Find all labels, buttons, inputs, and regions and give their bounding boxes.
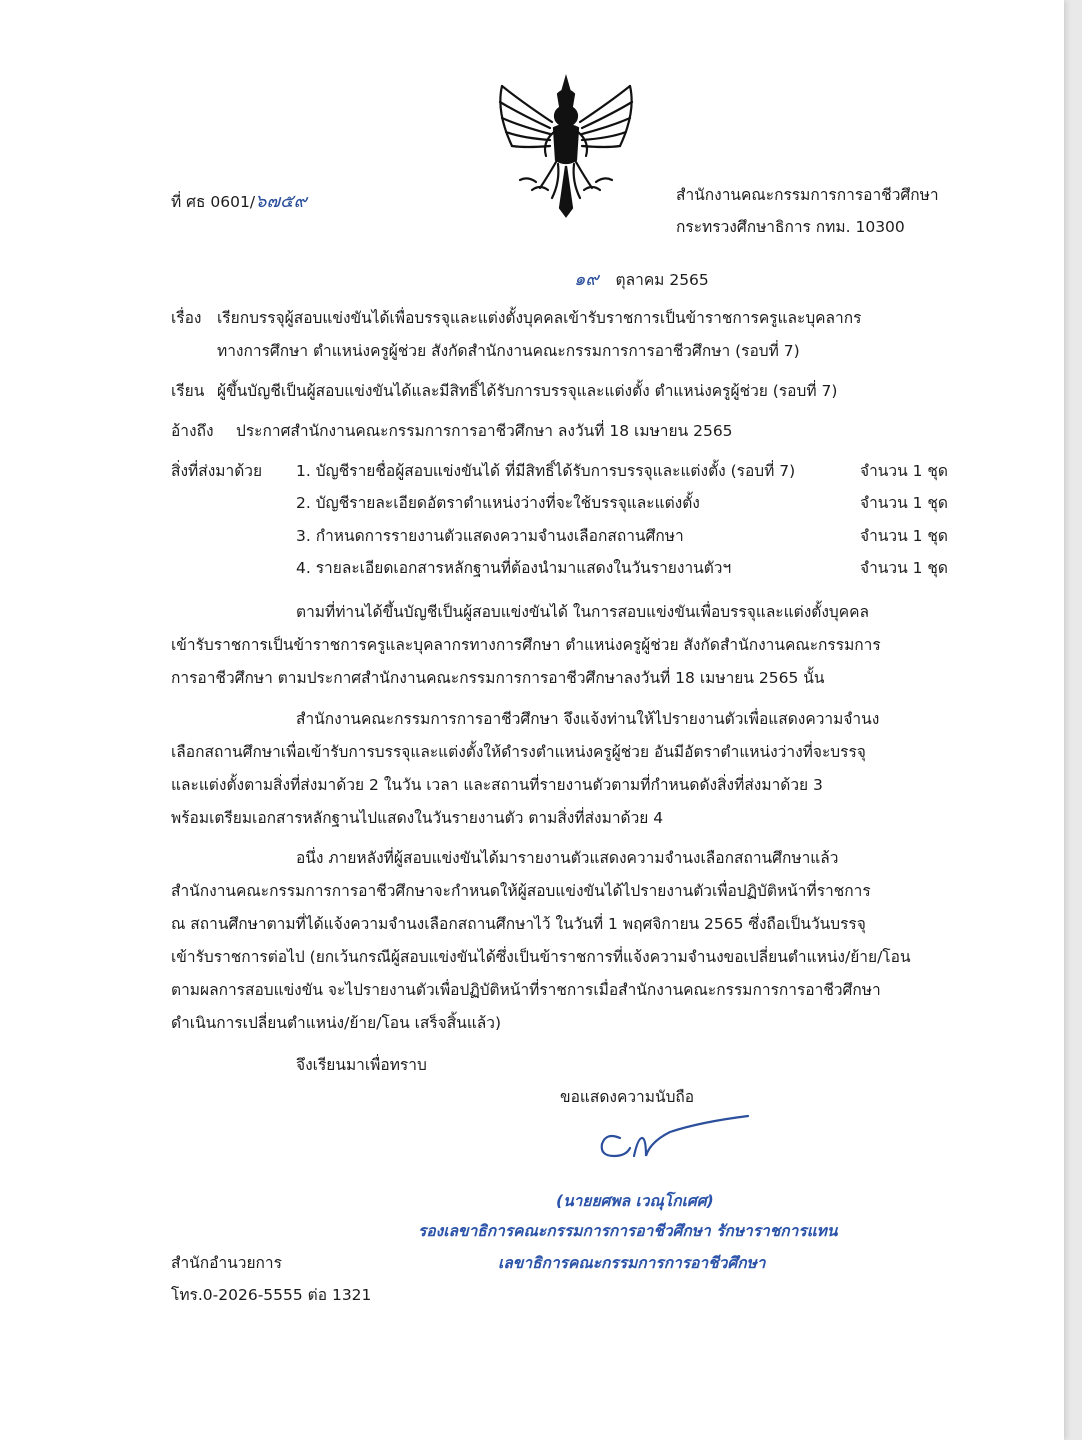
signer-name: (นายยศพล เวณุโกเศศ)	[556, 1192, 714, 1210]
para2-line-2: เลือกสถานศึกษาเพื่อเข้ารับการบรรจุและแต่งตั้งให้ดำรงตำแหน่งครูผู้ช่วย อันมีอัตราตำแหน่งว่างที่จะบรรจุ	[171, 743, 866, 761]
para1-line-3: การอาชีวศึกษา ตามประกาศสำนักงานคณะกรรมการการอาชีวศึกษาลงวันที่ 18 เมษายน 2565 นั้น	[171, 669, 825, 687]
signer-title-line-1: รองเลขาธิการคณะกรรมการการอาชีวศึกษา รักษาราชการแทน	[418, 1222, 838, 1240]
para3-line-5: ตามผลการสอบแข่งขัน จะไปรายงานตัวเพื่อปฏิบัติหน้าที่ราชการเมื่อสำนักงานคณะกรรมการการอาชีวศึกษา	[171, 981, 881, 999]
signer-title-line-2: เลขาธิการคณะกรรมการการอาชีวศึกษา	[498, 1254, 766, 1272]
reference-prefix: ที่ ศธ 0601/	[171, 193, 256, 211]
enclosure-item-4: 4. รายละเอียดเอกสารหลักฐานที่ต้องนำมาแสดงในวันรายงานตัวฯ	[296, 559, 732, 577]
office-line-2: กระทรวงศึกษาธิการ กทม. 10300	[676, 218, 905, 236]
signature-icon	[590, 1112, 760, 1168]
regards-text: ขอแสดงความนับถือ	[560, 1088, 695, 1106]
para3-line-3: ณ สถานศึกษาตามที่ได้แจ้งความจำนงเลือกสถานศึกษาไว้ ในวันที่ 1 พฤศจิกายน 2565 ซึ่งถือเป็นวันบรรจุ	[171, 915, 866, 933]
enclosure-qty-2: จำนวน 1 ชุด	[860, 494, 948, 512]
to-label: เรียน	[171, 382, 205, 400]
para2-line-1: สำนักงานคณะกรรมการการอาชีวศึกษา จึงแจ้งท่านให้ไปรายงานตัวเพื่อแสดงความจำนง	[296, 710, 880, 728]
date-month-year: ตุลาคม 2565	[615, 271, 709, 289]
para2-line-3: และแต่งตั้งตามสิ่งที่ส่งมาด้วย 2 ในวัน เวลา และสถานที่รายงานตัวตามที่กำหนดดังสิ่งที่ส่งมาด้วย 3	[171, 776, 823, 794]
enclosure-qty-1: จำนวน 1 ชุด	[860, 462, 948, 480]
enclosure-item-3: 3. กำหนดการรายงานตัวแสดงความจำนงเลือกสถานศึกษา	[296, 527, 684, 545]
enclosure-item-1: 1. บัญชีรายชื่อผู้สอบแข่งขันได้ ที่มีสิทธิ์ได้รับการบรรจุและแต่งตั้ง (รอบที่ 7)	[296, 462, 796, 480]
to-text: ผู้ขึ้นบัญชีเป็นผู้สอบแข่งขันได้และมีสิทธิ์ได้รับการบรรจุและแต่งตั้ง ตำแหน่งครูผู้ช่วย (รอบที่ 7)	[217, 382, 838, 400]
para2-line-4: พร้อมเตรียมเอกสารหลักฐานไปแสดงในวันรายงานตัว ตามสิ่งที่ส่งมาด้วย 4	[171, 809, 664, 827]
enclosure-qty-3: จำนวน 1 ชุด	[860, 527, 948, 545]
para1-line-2: เข้ารับราชการเป็นข้าราชการครูและบุคลากรทางการศึกษา ตำแหน่งครูผู้ช่วย สังกัดสำนักงานคณะกรรมการ	[171, 636, 881, 654]
footer-phone: โทร.0-2026-5555 ต่อ 1321	[171, 1286, 372, 1304]
para3-line-1: อนึ่ง ภายหลังที่ผู้สอบแข่งขันได้มารายงานตัวแสดงความจำนงเลือกสถานศึกษาแล้ว	[296, 849, 839, 867]
para3-line-4: เข้ารับราชการต่อไป (ยกเว้นกรณีผู้สอบแข่งขันได้ซึ่งเป็นข้าราชการที่แจ้งความจำนงขอเปลี่ยนตำแหน่ง/ย้าย/โอน	[171, 948, 911, 966]
subject-label: เรื่อง	[171, 309, 202, 327]
reference-label: อ้างถึง	[171, 422, 214, 440]
enclosures-label: สิ่งที่ส่งมาด้วย	[171, 462, 263, 480]
office-line-1: สำนักงานคณะกรรมการการอาชีวศึกษา	[676, 186, 939, 204]
subject-line-2: ทางการศึกษา ตำแหน่งครูผู้ช่วย สังกัดสำนักงานคณะกรรมการการอาชีวศึกษา (รอบที่ 7)	[217, 342, 800, 360]
reference-handwritten-number: ๖๗๕๙	[255, 191, 307, 212]
enclosure-qty-4: จำนวน 1 ชุด	[860, 559, 948, 577]
closing-text: จึงเรียนมาเพื่อทราบ	[296, 1056, 427, 1074]
date-day: ๑๙	[574, 269, 599, 290]
para3-line-6: ดำเนินการเปลี่ยนตำแหน่ง/ย้าย/โอน เสร็จสิ้นแล้ว)	[171, 1014, 502, 1032]
para3-line-2: สำนักงานคณะกรรมการการอาชีวศึกษาจะกำหนดให้ผู้สอบแข่งขันได้ไปรายงานตัวเพื่อปฏิบัติหน้าที่ราชการ	[171, 882, 871, 900]
reference-text: ประกาศสำนักงานคณะกรรมการการอาชีวศึกษา ลงวันที่ 18 เมษายน 2565	[236, 422, 733, 440]
letter-date	[574, 264, 709, 293]
subject-line-1: เรียกบรรจุผู้สอบแข่งขันได้เพื่อบรรจุและแต่งตั้งบุคคลเข้ารับราชการเป็นข้าราชการครูและบุคลากร	[217, 309, 862, 327]
footer-department: สำนักอำนวยการ	[171, 1254, 282, 1272]
garuda-emblem-icon	[492, 72, 640, 220]
enclosure-item-2: 2. บัญชีรายละเอียดอัตราตำแหน่งว่างที่จะใช้บรรจุและแต่งตั้ง	[296, 494, 700, 512]
para1-line-1: ตามที่ท่านได้ขึ้นบัญชีเป็นผู้สอบแข่งขันได้ ในการสอบแข่งขันเพื่อบรรจุและแต่งตั้งบุคคล	[296, 603, 869, 621]
reference-number	[171, 186, 307, 215]
